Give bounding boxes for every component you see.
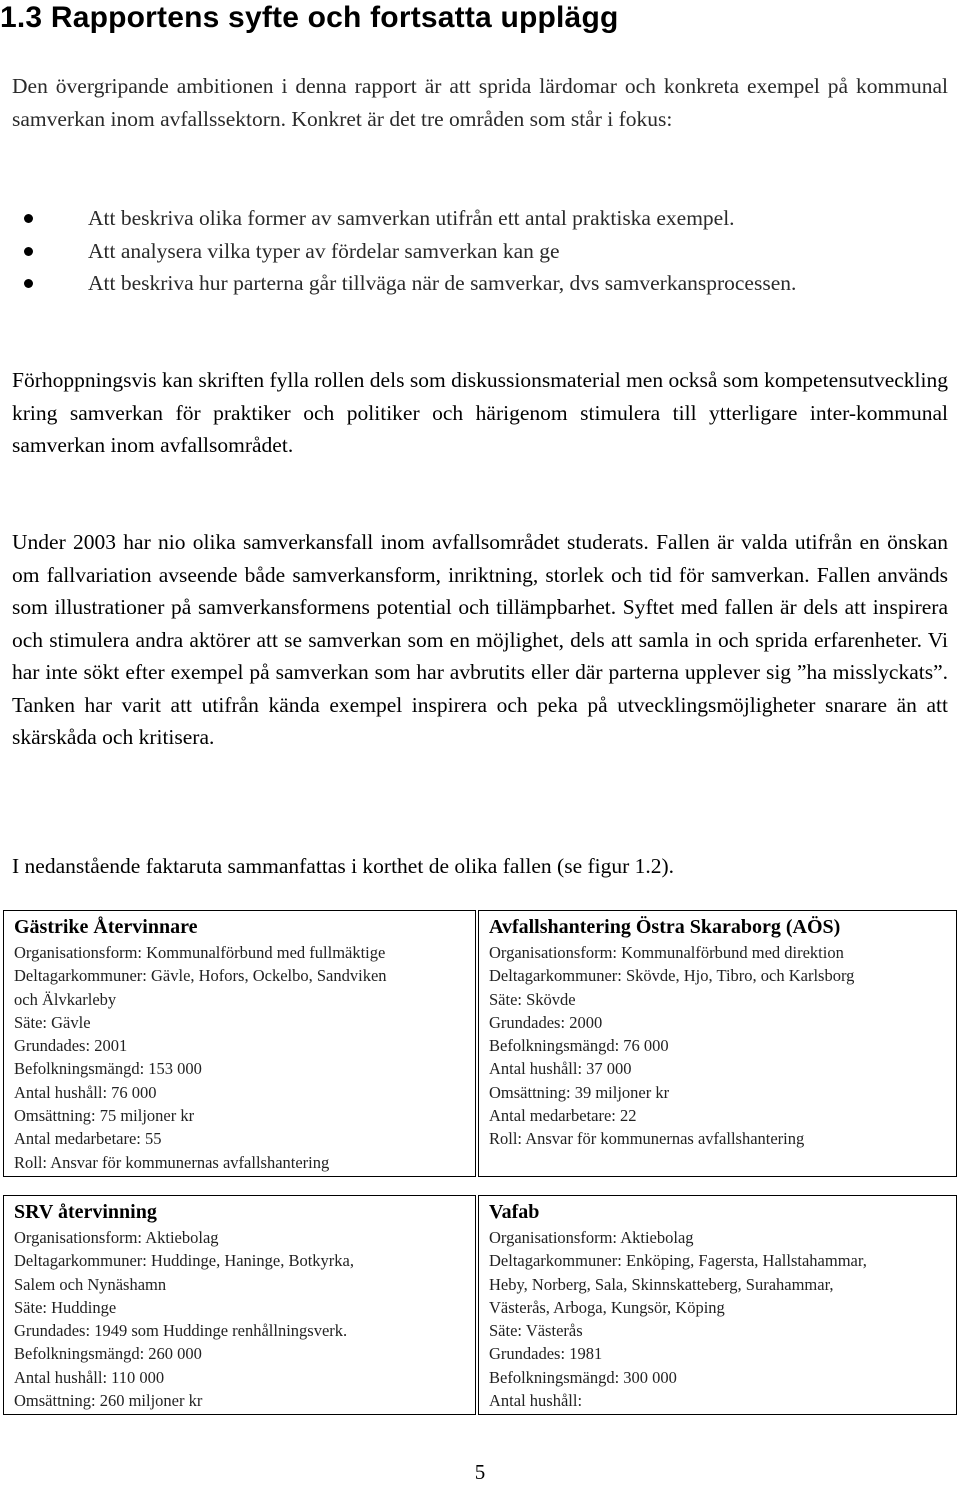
fact-line: Antal medarbetare: 55 — [14, 1129, 162, 1149]
section-heading: 1.3 Rapportens syfte och fortsatta upplägg — [0, 1, 619, 34]
fact-line: Befolkningsmängd: 260 000 — [14, 1344, 202, 1364]
fact-line: Deltagarkommuner: Huddinge, Haninge, Botkyrka, — [14, 1251, 354, 1271]
bullet-icon — [24, 214, 33, 223]
fact-line: Omsättning: 39 miljoner kr — [489, 1082, 670, 1102]
fact-line: Organisationsform: Kommunalförbund med direktion — [489, 943, 844, 962]
focus-bullet-list — [0, 202, 960, 300]
fact-line: Västerås, Arboga, Kungsör, Köping — [489, 1297, 725, 1317]
bullet-item — [0, 267, 908, 300]
bullet-item — [0, 202, 908, 235]
fact-line: Säte: Gävle — [14, 1012, 91, 1032]
cases-paragraph: Under 2003 har nio olika samverkansfall inom avfallsområdet studerats. Fallen är valda utifrån en önskan om fallvariation avseende både samverkansform, inriktning, storlek och tid för samverkan. Fallen används som illustrationer på samverkansformens potential och tillämpbarhet. Syftet med fallen är dels att inspirera och stimulera andra aktörer att se samverkan som en möjlighet, dels att samla in och sprida erfarenheter. Vi har inte sökt efter exempel på samverkan som har avbrutits eller där parterna upplever sig ”ha misslyckats”. Tanken har varit att utifrån kända exempel inspirera och peka på utvecklingsmöjligheter snarare än att skärskåda och kritisera. — [12, 530, 948, 749]
fact-line: Omsättning: 75 miljoner kr — [14, 1106, 195, 1126]
fact-line: Befolkningsmängd: 300 000 — [489, 1367, 677, 1387]
bullet-item — [0, 235, 908, 268]
fact-box-aos — [478, 910, 957, 1177]
purpose-paragraph: Förhoppningsvis kan skriften fylla rollen dels som diskussionsmaterial men också som kompetensutveckling kring samverkan för praktiker och politiker och härigenom stimulera till ytterligare inter-kommunal samverkan inom avfallsområdet. — [12, 368, 948, 457]
fact-line: Säte: Huddinge — [14, 1297, 117, 1317]
fact-line: Organisationsform: Kommunalförbund med fullmäktige — [14, 943, 386, 962]
fact-line: Befolkningsmängd: 76 000 — [489, 1036, 669, 1056]
fact-line: Deltagarkommuner: Skövde, Hjo, Tibro, och Karlsborg — [489, 966, 855, 986]
fact-box-title: Avfallshantering Östra Skaraborg (AÖS) — [489, 916, 841, 938]
fact-line: Grundades: 2000 — [489, 1012, 603, 1032]
bullet-text: Att beskriva hur parterna går tillväga när de samverkar, dvs samverkansprocessen. — [88, 271, 797, 295]
fact-line: Roll: Ansvar för kommunernas avfallshantering — [14, 1152, 330, 1172]
fact-box-title: Gästrike Återvinnare — [14, 916, 198, 938]
bullet-icon — [24, 247, 33, 256]
fact-line: Antal hushåll: 37 000 — [489, 1059, 632, 1079]
fact-line: Organisationsform: Aktiebolag — [489, 1228, 694, 1247]
fact-line: Befolkningsmängd: 153 000 — [14, 1059, 202, 1079]
bullet-text: Att beskriva olika former av samverkan utifrån ett antal praktiska exempel. — [88, 206, 735, 230]
bullet-text: Att analysera vilka typer av fördelar samverkan kan ge — [88, 238, 560, 263]
fact-line: Salem och Nynäshamn — [14, 1274, 167, 1294]
intro-paragraph: Den övergripande ambitionen i denna rapport är att sprida lärdomar och konkreta exempel på kommunal samverkan inom avfallssektorn. Konkret är det tre områden som står i fokus: — [12, 74, 948, 131]
fact-line: Roll: Ansvar för kommunernas avfallshantering — [489, 1129, 805, 1149]
fact-box-vafab — [478, 1195, 957, 1415]
fact-line: Grundades: 2001 — [14, 1036, 128, 1056]
fact-line: Antal hushåll: — [489, 1391, 583, 1411]
fact-box-gastrike — [3, 910, 476, 1177]
fact-line: Deltagarkommuner: Gävle, Hofors, Ockelbo, Sandviken — [14, 966, 387, 986]
fact-line: Antal hushåll: 110 000 — [14, 1367, 165, 1387]
page-number: 5 — [474, 1460, 486, 1484]
fact-box-intro: I nedanstående faktaruta sammanfattas i korthet de olika fallen (se figur 1.2). — [12, 854, 675, 878]
fact-line: och Älvkarleby — [14, 989, 117, 1009]
fact-box-title: Vafab — [489, 1201, 540, 1223]
fact-line: Säte: Västerås — [489, 1321, 583, 1341]
bullet-icon — [24, 279, 33, 288]
fact-line: Antal medarbetare: 22 — [489, 1106, 637, 1126]
fact-line: Organisationsform: Aktiebolag — [14, 1228, 219, 1247]
fact-line: Säte: Skövde — [489, 989, 576, 1009]
fact-line: Antal hushåll: 76 000 — [14, 1082, 157, 1102]
fact-box-srv — [3, 1195, 476, 1415]
fact-line: Heby, Norberg, Sala, Skinnskatteberg, Surahammar, — [489, 1274, 834, 1294]
fact-line: Deltagarkommuner: Enköping, Fagersta, Hallstahammar, — [489, 1251, 867, 1271]
fact-line: Grundades: 1981 — [489, 1344, 603, 1364]
fact-box-title: SRV återvinning — [14, 1201, 157, 1223]
fact-line: Grundades: 1949 som Huddinge renhållningsverk. — [14, 1321, 348, 1341]
fact-line: Omsättning: 260 miljoner kr — [14, 1391, 203, 1411]
